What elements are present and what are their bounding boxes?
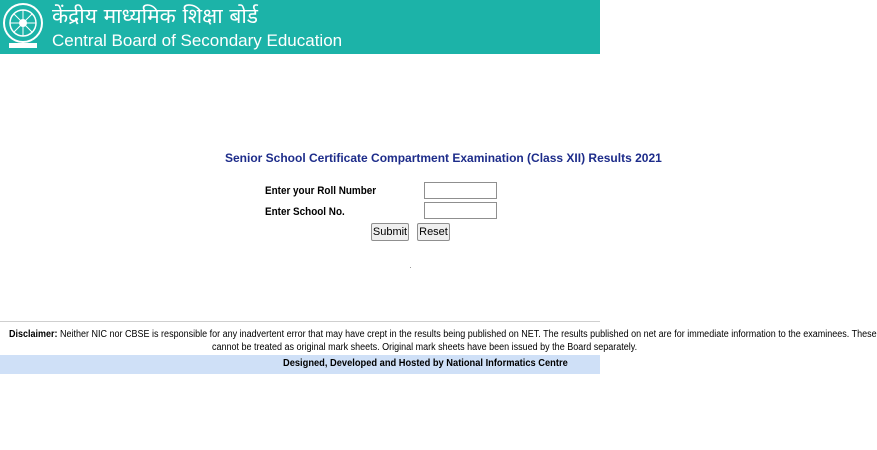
roll-number-input[interactable] [424,182,497,199]
disclaimer-label: Disclaimer: [9,329,58,340]
site-title-hindi: केंद्रीय माध्यमिक शिक्षा बोर्ड [52,4,259,28]
loading-dot [410,267,411,268]
footer-credit: Designed, Developed and Hosted by National Informatics Centre [283,358,568,369]
disclaimer-line-2: cannot be treated as original mark sheets. Original mark sheets have been issued by the Board separately. [212,342,638,353]
site-title-english: Central Board of Secondary Education [52,31,343,50]
disclaimer-line-1 [9,329,877,340]
site-header [0,0,600,54]
divider [0,321,600,322]
reset-button[interactable]: Reset [417,223,450,241]
roll-number-label: Enter your Roll Number [265,185,377,197]
school-number-label: Enter School No. [265,206,345,218]
exam-title: Senior School Certificate Compartment Examination (Class XII) Results 2021 [225,151,662,165]
school-number-input[interactable] [424,202,497,219]
cbse-emblem-icon [2,1,44,51]
footer-bar [0,355,600,374]
submit-button[interactable]: Submit [371,223,409,241]
disclaimer-text-1: Neither NIC nor CBSE is responsible for any inadvertent error that may have crept in the results being published on NET. The results published on net are for immediate information to the examinees. These [57,329,877,340]
